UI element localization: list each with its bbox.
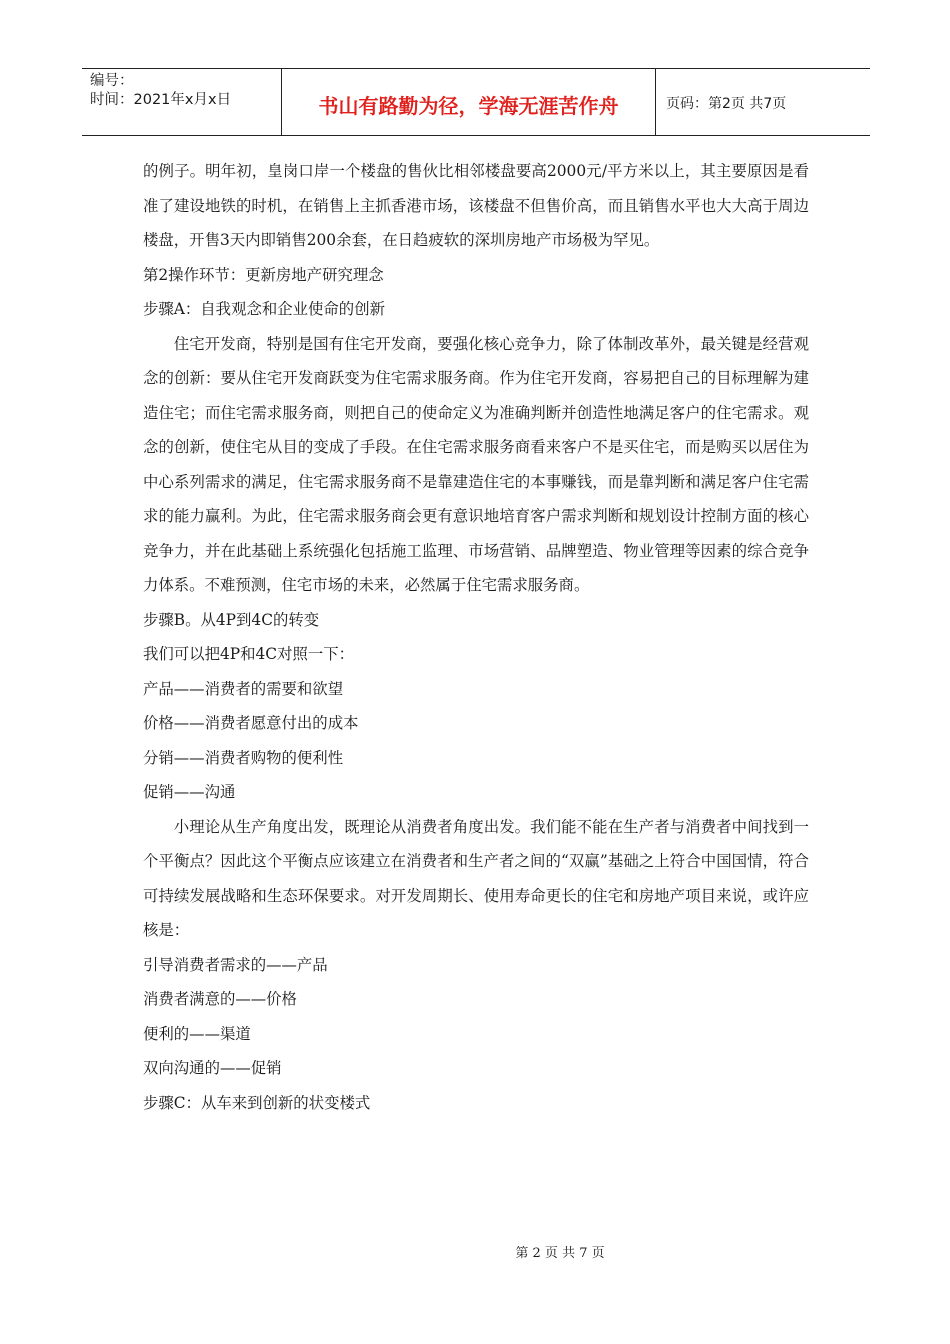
- comparison-intro: 我们可以把4P和4C对照一下：: [143, 645, 355, 663]
- list-item: 引导消费者需求的——产品: [143, 955, 328, 974]
- time-label: 时间：2021年x月x日: [90, 92, 232, 108]
- list-item: 消费者满意的——价格: [143, 990, 297, 1008]
- list-item: 产品——消费者的需要和欲望: [143, 679, 344, 698]
- section-heading: 第2操作环节：更新房地产研究理念: [143, 265, 384, 284]
- list-item: 促销——沟通: [143, 783, 236, 801]
- document-body: [143, 154, 809, 1120]
- list-item: 分销——消费者购物的便利性: [143, 748, 344, 767]
- list-item: 价格——消费者愿意付出的成本: [143, 714, 359, 732]
- step-b-heading: 步骤B。从4P到4C的转变: [143, 610, 320, 629]
- paragraph-continuation: 的例子。明年初，皇岗口岸一个楼盘的售伙比相邻楼盘要高2000元/平方米以上，其主要原因是看准了建设地铁的时机，在销售上主抓香港市场，该楼盘不但售价高，而且销售水平也大大高于周边楼盘，开售3天内即销售200余套，在日趋疲软的深圳房地产市场极为罕见。: [143, 162, 809, 249]
- header-motto: 书山有路勤为径，学海无涯苦作舟: [282, 69, 656, 135]
- step-a-paragraph: 住宅开发商，特别是国有住宅开发商，要强化核心竞争力，除了体制改革外，最关键是经营观念的创新：要从住宅开发商跃变为住宅需求服务商。作为住宅开发商，容易把自己的目标理解为建造住宅；而住宅需求服务商，则把自己的使命定义为准确判断并创造性地满足客户的住宅需求。观念的创新，使住宅从目的变成了手段。在住宅需求服务商看来客户不是买住宅，而是购买以居住为中心系列需求的满足，住宅需求服务商不是靠建造住宅的本事赚钱，而是靠判断和满足客户住宅需求的能力赢利。为此，住宅需求服务商会更有意识地培育客户需求判断和规划设计控制方面的核心竞争力，并在此基础上系统强化包括施工监理、市场营销、品牌塑造、物业管理等因素的综合竞争力体系。不难预测，住宅市场的未来，必然属于住宅需求服务商。: [143, 334, 809, 594]
- theory-paragraph: 小理论从生产角度出发，既理论从消费者角度出发。我们能不能在生产者与消费者中间找到一个平衡点？因此这个平衡点应该建立在消费者和生产者之间的“双赢”基础之上符合中国国情，符合可持续发展战略和生态环保要求。对开发周期长、使用寿命更长的住宅和房地产项目来说，或许应核是：: [143, 817, 809, 939]
- step-a-heading: 步骤A：自我观念和企业使命的创新: [143, 300, 385, 318]
- serial-label: 编号：: [90, 73, 134, 89]
- header-page-info: 页码：第2页 共7页: [666, 96, 787, 112]
- page-header: [82, 68, 870, 136]
- header-meta: [82, 69, 282, 135]
- list-item: 双向沟通的——促销: [143, 1059, 282, 1077]
- list-item: 便利的——渠道: [143, 1024, 251, 1043]
- page-footer: 第 2 页 共 7 页: [515, 1246, 605, 1261]
- step-c-heading: 步骤C：从车来到创新的状变楼式: [143, 1093, 371, 1112]
